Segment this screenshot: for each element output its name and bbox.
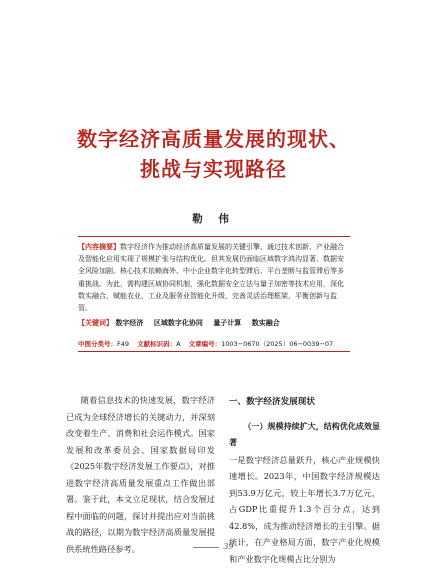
- clc-value: F49: [117, 340, 130, 348]
- article-id-value: 1003−0670（2025）06−0039−07: [221, 340, 334, 348]
- clc-label: 中图分类号：: [78, 340, 117, 348]
- doc-code-label: 文献标识码：: [137, 340, 177, 348]
- article-title-line-2: 挑战与实现路径: [140, 157, 287, 181]
- page-number: [0, 542, 427, 551]
- body-paragraph: 一是数字经济总量跃升，核心产业规模快速增长。2023年，中国数字经济规模达到53.9万亿元，较上年增长3.7万亿元，占GDP比重提升1.3个百分点，达到42.8%，成为推动经济增长的主引擎。据统计，在产业格局方面，数字产业化规模和产业数字化规模占比分别为: [229, 454, 380, 564]
- article-id-label: 文章编号：: [188, 340, 222, 348]
- right-column: [229, 392, 380, 567]
- page-number-dash: [193, 547, 219, 548]
- sub-heading: （一）规模持续扩大，结构优化成效显著: [229, 421, 380, 447]
- intro-paragraph: 随着信息技术的快速发展，数字经济已成为全球经济增长的关键动力，并深刻改变着生产、消费和社会运作模式。国家发展和改革委员会、国家数据局印发《2025年数字经济发展工作要点》，对推进数字经济高质量发展重点工作做出部署。鉴于此，本文立足现状，结合发展过程中面临的问题，探讨并提出应对当前挑战的路径，以期为数字经济高质量发展提供系统性路径参考。: [66, 395, 215, 554]
- keywords: [78, 318, 350, 328]
- abstract-bottom-rule: [78, 351, 350, 352]
- keyword-item: 区域数字化协同: [153, 319, 203, 327]
- author-name: 勒 伟: [192, 213, 235, 225]
- keywords-label: 【关键词】: [78, 319, 113, 327]
- section-heading: 一、数字经济发展现状: [229, 397, 315, 407]
- article-title-line-1: 数字经济高质量发展的现状、: [77, 127, 350, 151]
- doc-code-value: A: [176, 340, 181, 348]
- abstract-top-rule: [78, 236, 350, 237]
- abstract-label: 【内容摘要】: [78, 243, 120, 251]
- abstract: [78, 241, 350, 314]
- classification-info: [78, 339, 350, 348]
- keyword-item: 量子计算: [213, 319, 242, 327]
- page-number-text: 39: [223, 542, 234, 551]
- keyword-item: 数字经济: [115, 319, 144, 327]
- abstract-text: 数字经济作为推动经济高质量发展的关键引擎，通过技术创新、产业融合及智能化应用实现了规模扩张与结构优化。但其发展仍面临区域数字鸿沟显著、数据安全风险加剧、核心技术依赖海外、中小企业数字化转型滞后、平台垄断与监管滞后等多重挑战。为此，需构建区域协同机制，强化数据安全立法与量子加密等技术应用，深化数实融合，赋能农业、工业及服务业智能化升级，完善灵活治理框架，平衡创新与监管。: [78, 243, 344, 313]
- keyword-item: 数实融合: [251, 319, 280, 327]
